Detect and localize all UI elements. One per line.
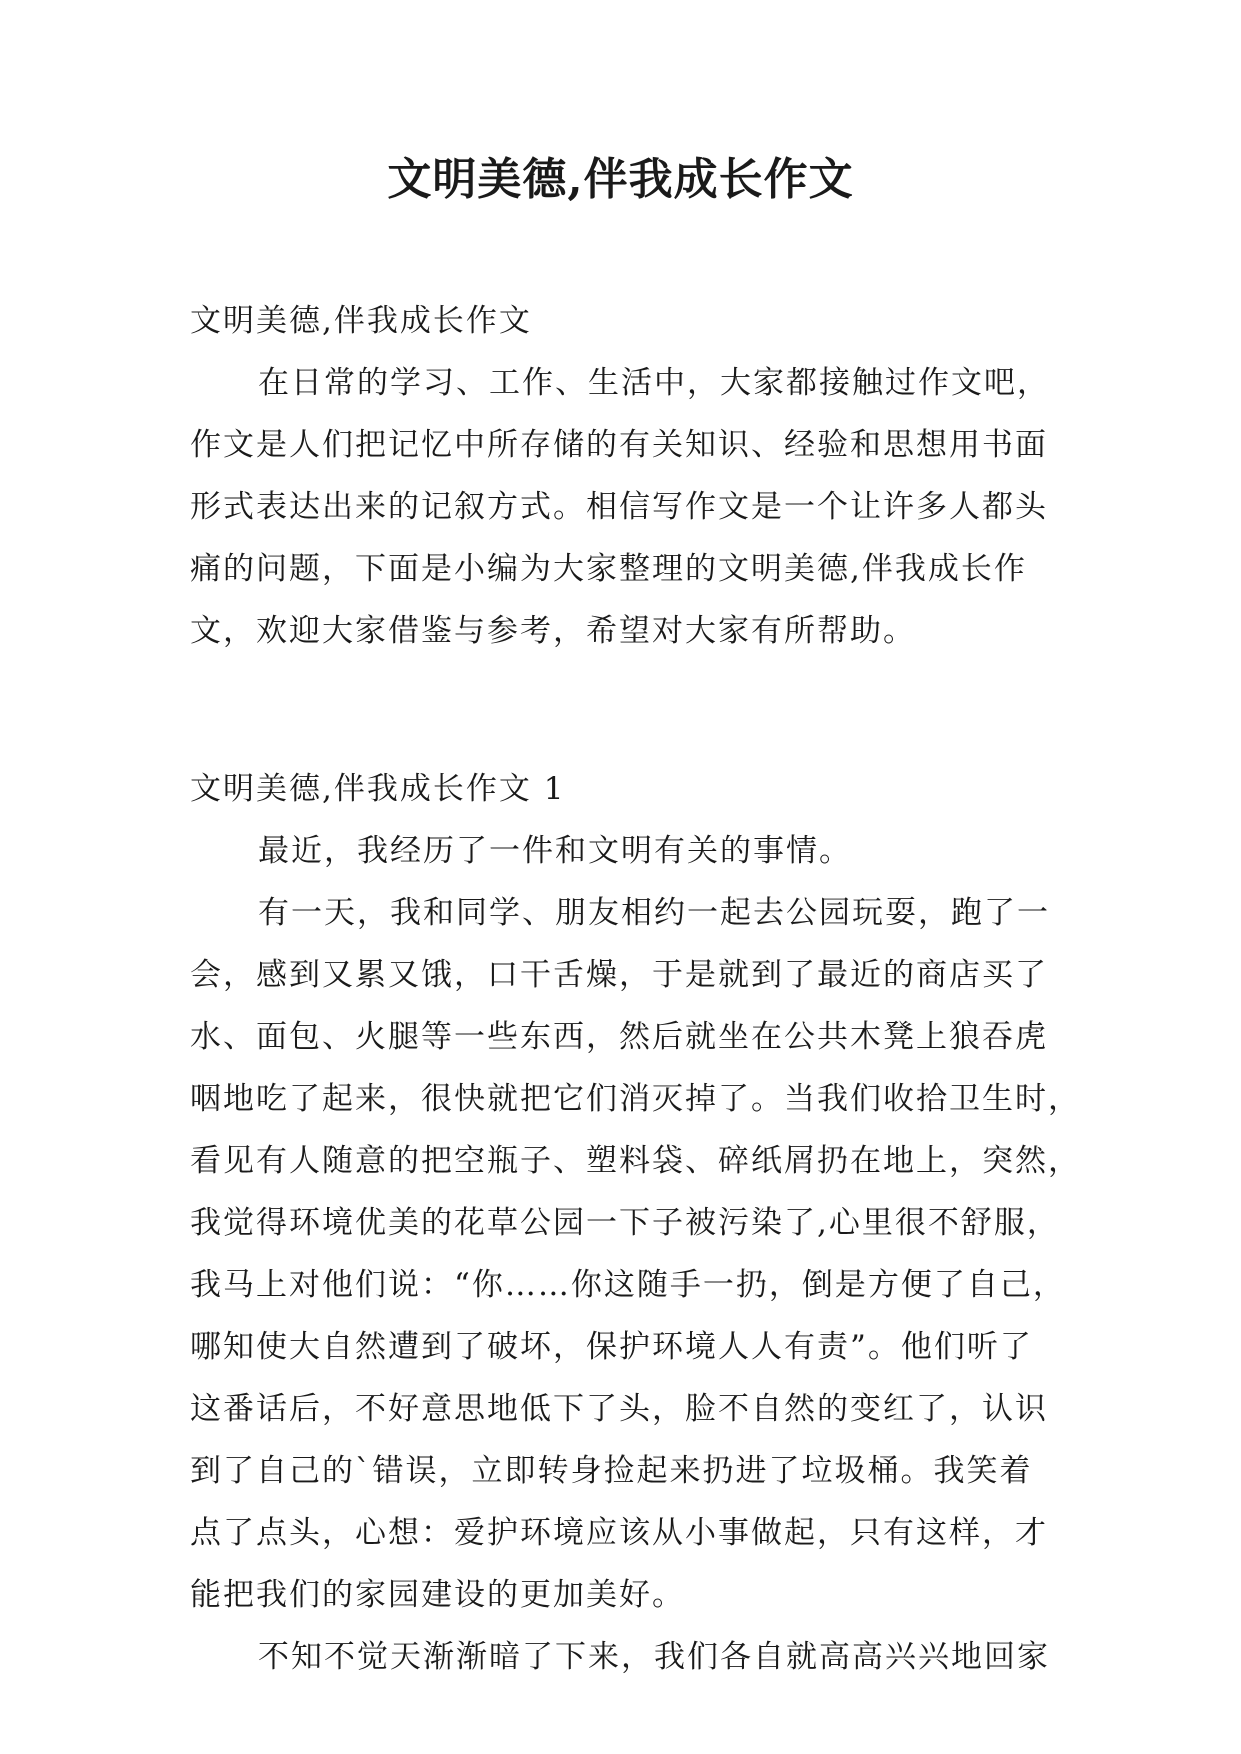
- paragraph-line: 咽地吃了起来，很快就把它们消灭掉了。当我们收拾卫生时，: [190, 1081, 1081, 1117]
- paragraph-line: 我觉得环境优美的花草公园一下子被污染了,心里很不舒服，: [190, 1205, 1060, 1241]
- paragraph-line: 点了点头，心想：爱护环境应该从小事做起，只有这样，才: [190, 1515, 1048, 1551]
- intro-paragraph-line: 痛的问题，下面是小编为大家整理的文明美德,伴我成长作: [190, 551, 1027, 587]
- paragraph-line: 我马上对他们说：“你……你这随手一扔，倒是方便了自己，: [190, 1267, 1066, 1303]
- section-heading: 文明美德,伴我成长作文 1: [190, 771, 566, 807]
- paragraph-line: 能把我们的家园建设的更加美好。: [190, 1577, 685, 1613]
- intro-paragraph-line: 文，欢迎大家借鉴与参考，希望对大家有所帮助。: [190, 613, 916, 649]
- paragraph-line: 这番话后，不好意思地低下了头，脸不自然的变红了，认识: [190, 1391, 1048, 1427]
- paragraph-line: 哪知使大自然遭到了破坏，保护环境人人有责”。他们听了: [190, 1329, 1033, 1365]
- document-title: 文明美德,伴我成长作文: [387, 154, 854, 205]
- paragraph-line: 会，感到又累又饿，口干舌燥，于是就到了最近的商店买了: [190, 957, 1048, 993]
- intro-paragraph-line: 形式表达出来的记叙方式。相信写作文是一个让许多人都头: [190, 489, 1048, 525]
- document-body: [190, 290, 1081, 1688]
- intro-paragraph-line: 作文是人们把记忆中所存储的有关知识、经验和思想用书面: [190, 427, 1048, 463]
- intro-heading: 文明美德,伴我成长作文: [190, 303, 532, 339]
- paragraph-line: 有一天，我和同学、朋友相约一起去公园玩耍，跑了一: [258, 895, 1050, 931]
- paragraph-line: 看见有人随意的把空瓶子、塑料袋、碎纸屑扔在地上，突然，: [190, 1143, 1081, 1179]
- paragraph-line: 到了自己的`错误，立即转身捡起来扔进了垃圾桶。我笑着: [190, 1453, 1033, 1489]
- paragraph-line: 水、面包、火腿等一些东西，然后就坐在公共木凳上狼吞虎: [190, 1019, 1048, 1055]
- intro-paragraph-line: 在日常的学习、工作、生活中，大家都接触过作文吧，: [258, 365, 1050, 401]
- paragraph-line: 不知不觉天渐渐暗了下来，我们各自就高高兴兴地回家: [258, 1639, 1050, 1675]
- paragraph-line: 最近，我经历了一件和文明有关的事情。: [258, 833, 852, 869]
- section-spacer: [190, 662, 1070, 758]
